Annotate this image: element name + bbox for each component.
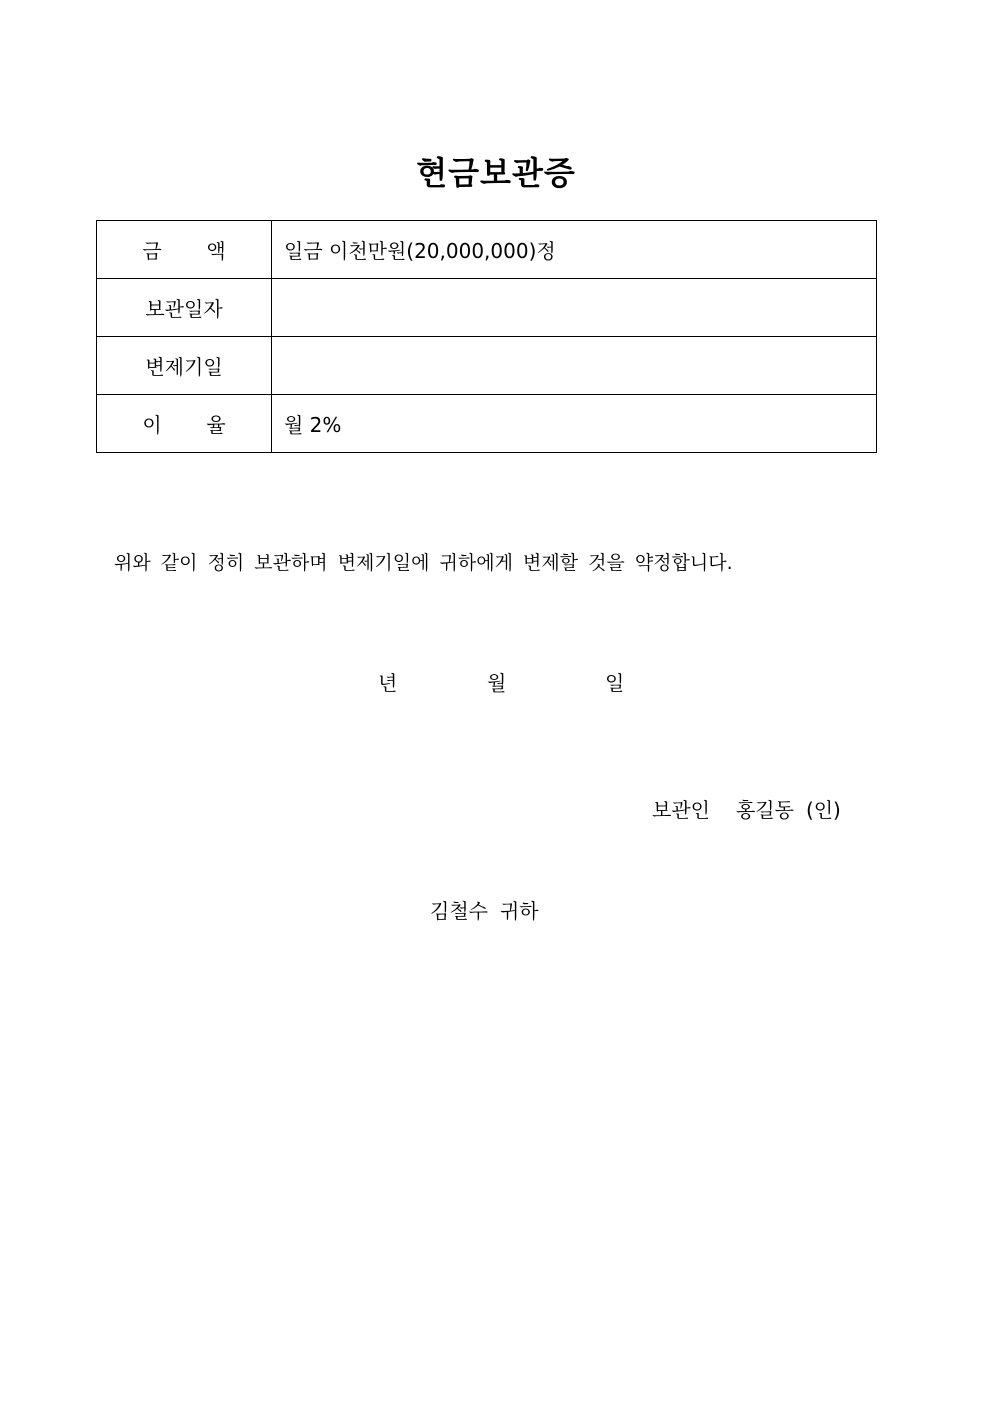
deposit-info-table: [96, 220, 877, 453]
interest-rate-label-last: 율: [206, 413, 226, 437]
table-row-interest-rate: [97, 395, 877, 453]
recipient-line: [430, 896, 539, 926]
due-date-value: [272, 337, 877, 395]
signer-role: 보관인: [652, 798, 710, 822]
recipient-suffix: 귀하: [499, 899, 539, 923]
amount-label-first: 금: [142, 239, 162, 263]
amount-label-last: 액: [206, 239, 226, 263]
due-date-label: 변제기일: [97, 337, 272, 395]
signer-line: [652, 795, 841, 825]
table-row-amount: [97, 221, 877, 279]
interest-rate-value: 월 2%: [272, 395, 877, 453]
interest-rate-label: [97, 395, 272, 453]
date-year: 년: [378, 671, 398, 695]
interest-rate-label-first: 이: [142, 413, 162, 437]
deposit-date-label: 보관일자: [97, 279, 272, 337]
deposit-date-value: [272, 279, 877, 337]
agreement-statement: 위와 같이 정히 보관하며 변제기일에 귀하에게 변제할 것을 약정합니다.: [114, 552, 733, 574]
table-row-deposit-date: [97, 279, 877, 337]
amount-value: 일금 이천만원(20,000,000)정: [272, 221, 877, 279]
date-month: 월: [487, 671, 507, 695]
signer-seal: (인): [805, 798, 841, 822]
amount-label: [97, 221, 272, 279]
document-title: 현금보관증: [416, 154, 576, 192]
signer-name: 홍길동: [735, 798, 794, 822]
table-row-due-date: [97, 337, 877, 395]
date-day: 일: [605, 671, 625, 695]
recipient-name: 김철수: [430, 899, 488, 923]
